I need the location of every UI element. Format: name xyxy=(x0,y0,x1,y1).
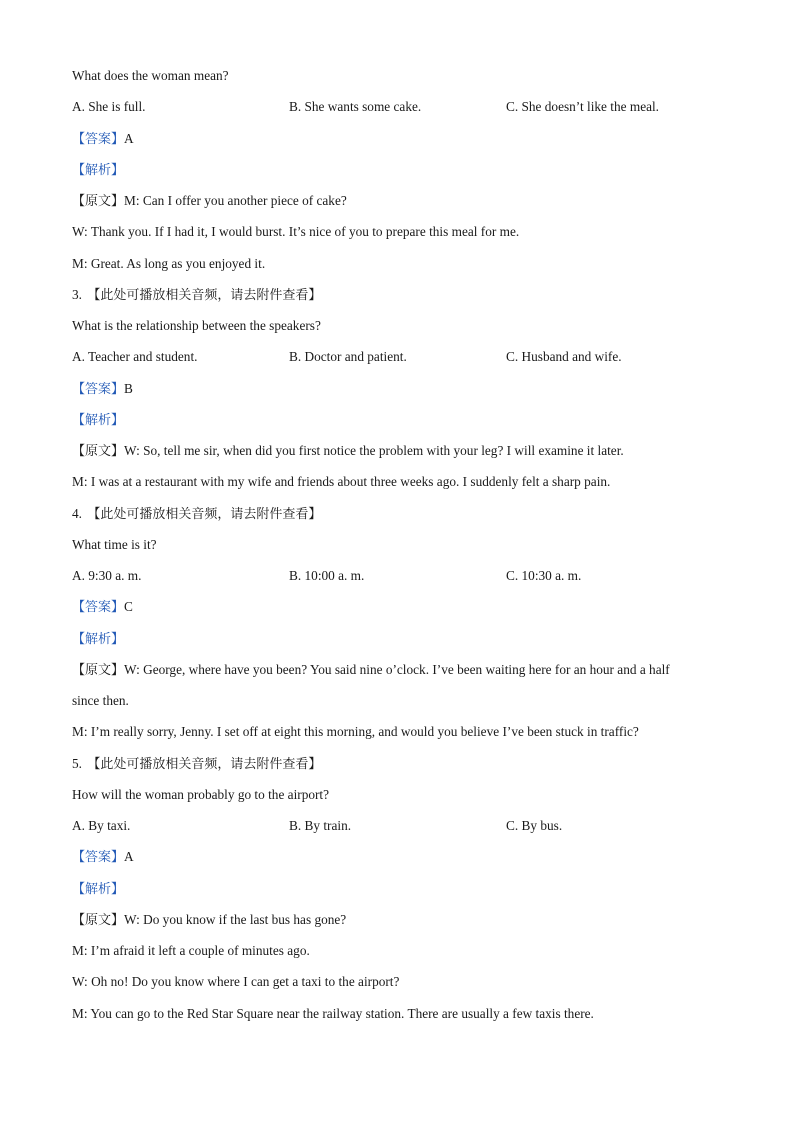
answer-line xyxy=(72,846,722,877)
document-page xyxy=(72,65,722,1034)
question-text: How will the woman probably go to the airport? xyxy=(72,786,330,802)
option-b: B. Doctor and patient. xyxy=(289,349,407,365)
transcript-text: W: George, where have you been? You said nine o’clock. I’ve been waiting here for an hour and a half xyxy=(124,661,670,677)
option-c: C. Husband and wife. xyxy=(506,349,622,365)
analysis-line xyxy=(72,628,722,659)
transcript-line: M: You can go to the Red Star Square near the railway station. There are usually a few taxis there. xyxy=(72,1005,594,1021)
transcript-line: W: Oh no! Do you know where I can get a taxi to the airport? xyxy=(72,974,400,990)
option-a: A. Teacher and student. xyxy=(72,349,198,365)
answer-tag: 【答案】 xyxy=(72,600,125,616)
audio-note: 【此处可播放相关音频，请去附件查看】 xyxy=(87,506,322,522)
transcript-text: W: So, tell me sir, when did you first notice the problem with your leg? I will examine it later. xyxy=(124,443,624,458)
transcript-line: M: I was at a restaurant with my wife and friends about three weeks ago. I suddenly felt a sharp pain. xyxy=(72,474,611,490)
options-row xyxy=(72,565,722,596)
transcript-line: M: I’m really sorry, Jenny. I set off at eight this morning, and would you believe I’ve been stuck in traffic? xyxy=(72,724,639,740)
transcript-line xyxy=(72,190,722,221)
options-row xyxy=(72,815,722,846)
original-tag: 【原文】 xyxy=(72,194,125,209)
answer-line xyxy=(72,596,722,627)
analysis-tag: 【解析】 xyxy=(72,412,125,428)
option-c: C. By bus. xyxy=(506,818,563,833)
answer-tag: 【答案】 xyxy=(72,850,125,866)
question-text: What time is it? xyxy=(72,536,157,552)
option-b: B. 10:00 a. m. xyxy=(289,568,365,583)
option-a: A. She is full. xyxy=(72,99,146,115)
transcript-line: W: Thank you. If I had it, I would burst. It’s nice of you to prepare this meal for me. xyxy=(72,224,520,240)
transcript-line xyxy=(72,440,722,471)
answer-tag: 【答案】 xyxy=(72,381,125,397)
transcript-line xyxy=(72,909,722,940)
option-c: C. 10:30 a. m. xyxy=(506,568,582,583)
option-b: B. She wants some cake. xyxy=(289,99,422,115)
option-c: C. She doesn’t like the meal. xyxy=(506,99,660,115)
original-tag: 【原文】 xyxy=(72,444,125,459)
answer-value: B xyxy=(124,380,133,396)
analysis-line xyxy=(72,159,722,190)
transcript-text: M: Can I offer you another piece of cake? xyxy=(124,193,347,208)
transcript-line: M: Great. As long as you enjoyed it. xyxy=(72,255,266,271)
answer-line xyxy=(72,128,722,159)
question-text: What is the relationship between the speakers? xyxy=(72,318,321,333)
option-b: B. By train. xyxy=(289,818,352,833)
question-header xyxy=(72,284,722,315)
question-number: 4. xyxy=(72,505,82,521)
option-a: A. 9:30 a. m. xyxy=(72,568,142,583)
answer-value: A xyxy=(124,849,134,865)
transcript-text: W: Do you know if the last bus has gone? xyxy=(124,911,347,927)
analysis-tag: 【解析】 xyxy=(72,162,125,178)
analysis-line xyxy=(72,878,722,909)
question-text: What does the woman mean? xyxy=(72,68,229,83)
audio-note: 【此处可播放相关音频，请去附件查看】 xyxy=(87,287,322,303)
analysis-tag: 【解析】 xyxy=(72,631,125,647)
analysis-tag: 【解析】 xyxy=(72,881,125,897)
transcript-line xyxy=(72,659,722,690)
options-row xyxy=(72,346,722,377)
analysis-line xyxy=(72,409,722,440)
question-header xyxy=(72,503,722,534)
answer-tag: 【答案】 xyxy=(72,131,125,147)
original-tag: 【原文】 xyxy=(72,912,125,928)
transcript-line: since then. xyxy=(72,693,129,708)
transcript-line: M: I’m afraid it left a couple of minutes ago. xyxy=(72,943,310,958)
original-tag: 【原文】 xyxy=(72,662,125,678)
options-row xyxy=(72,96,722,127)
answer-line xyxy=(72,378,722,409)
answer-value: A xyxy=(124,130,134,146)
audio-note: 【此处可播放相关音频，请去附件查看】 xyxy=(87,756,322,772)
question-number: 5. xyxy=(72,755,82,771)
answer-value: C xyxy=(124,599,133,615)
option-a: A. By taxi. xyxy=(72,818,131,833)
question-number: 3. xyxy=(72,286,82,302)
question-header xyxy=(72,753,722,784)
